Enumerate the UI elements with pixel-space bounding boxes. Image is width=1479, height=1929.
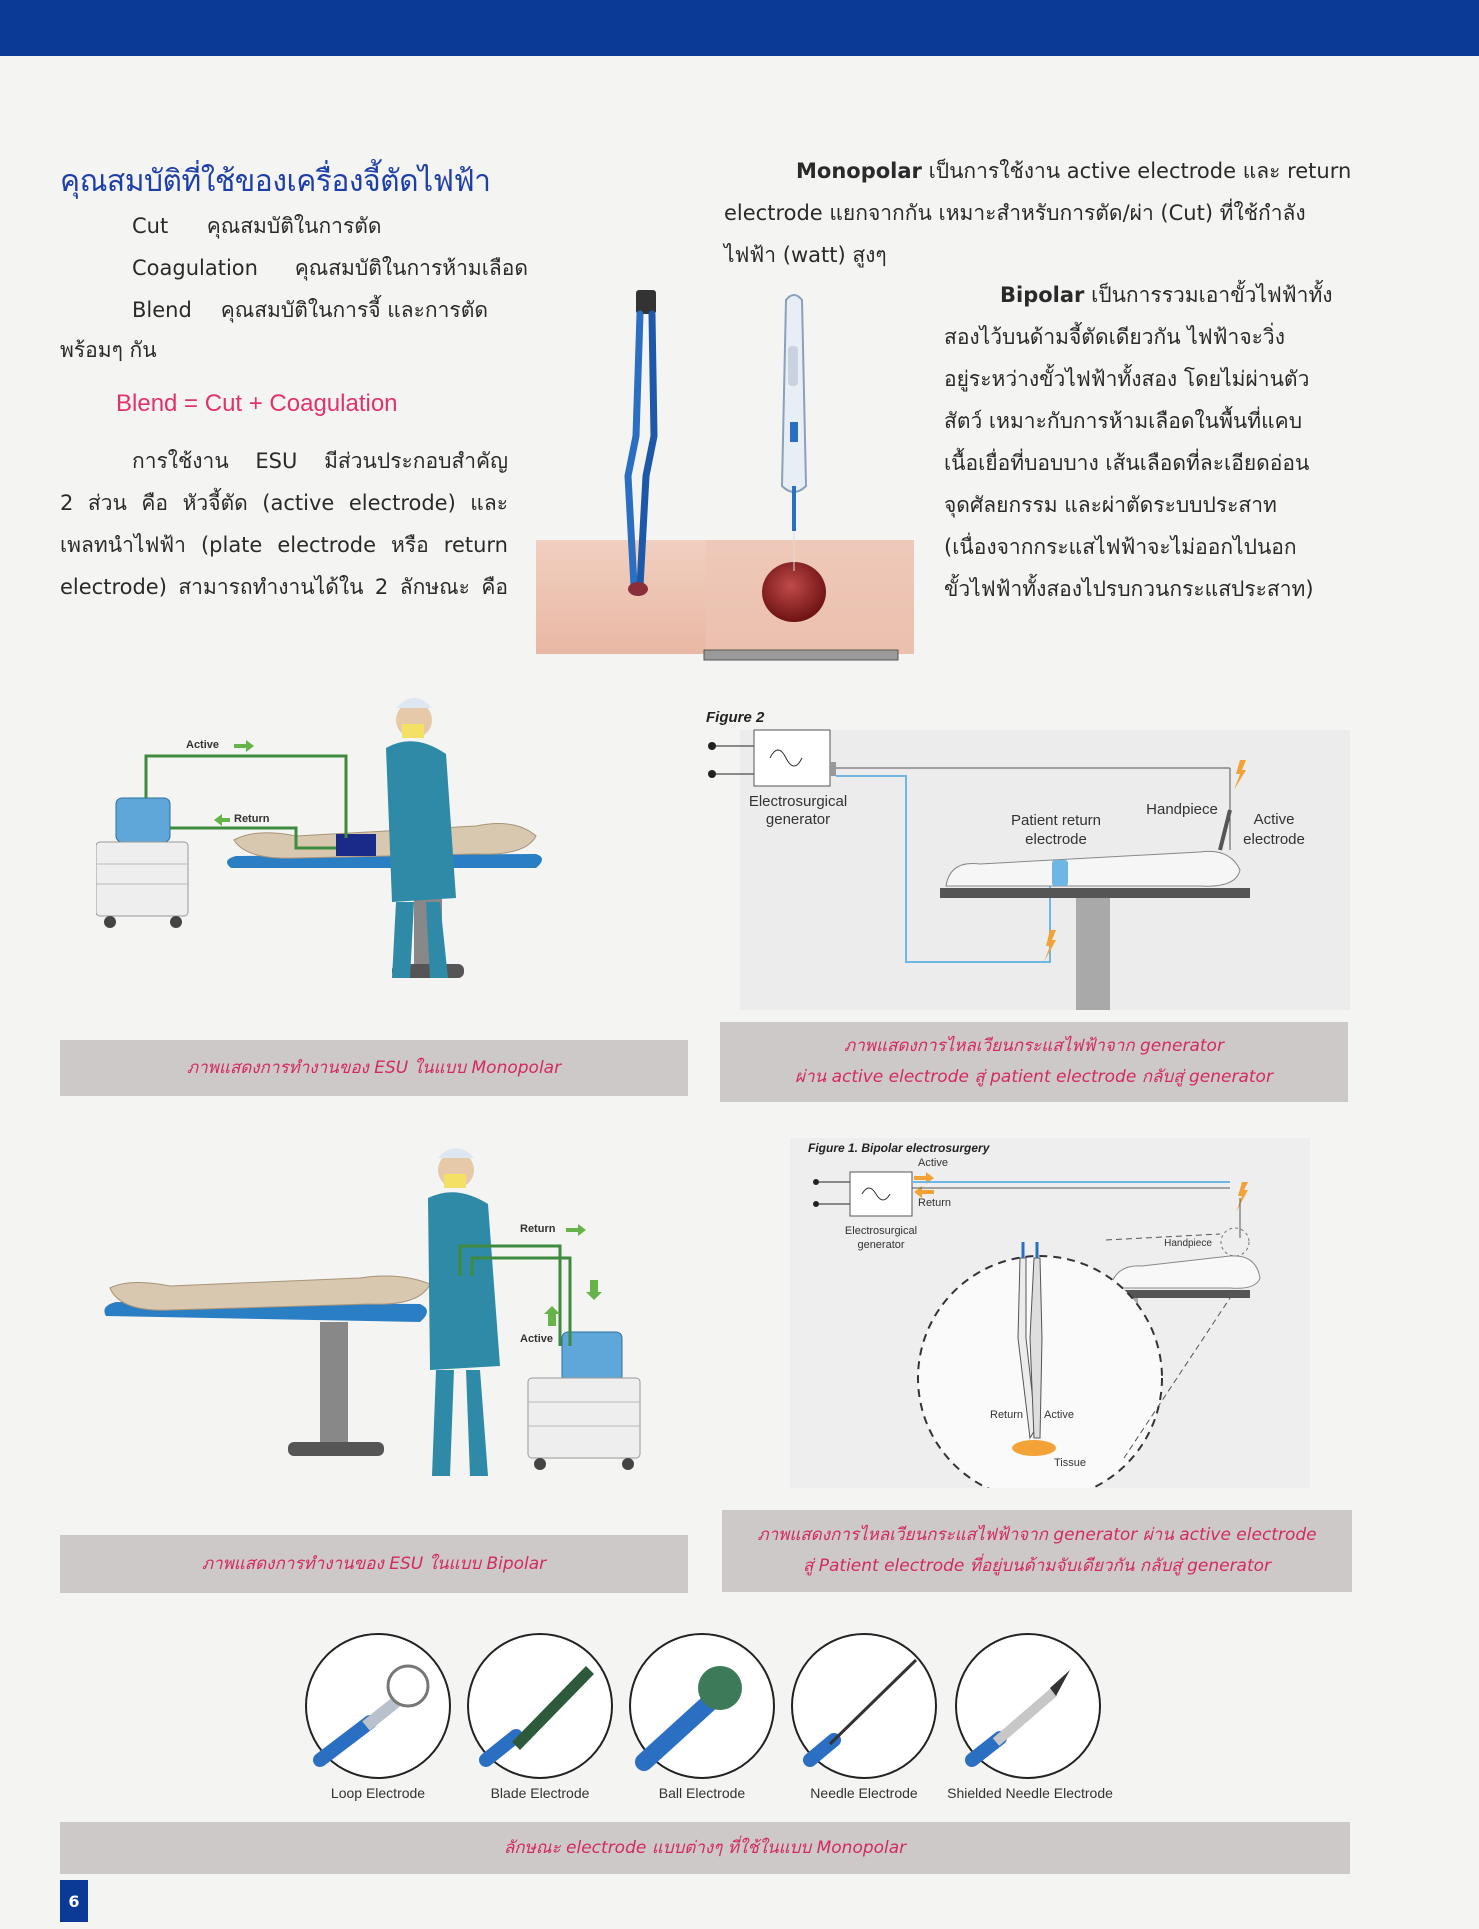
caption-line: ภาพแสดงการไหลเวียนกระแสไฟฟ้าจาก generator ผ่าน active electrode xyxy=(757,1525,1317,1545)
figure1-diagram xyxy=(790,1138,1310,1488)
fig1-tissue-label: Tissue xyxy=(1054,1457,1086,1469)
bipolar-line: สัตว์ เหมาะกับการห้ามเลือดในพื้นที่แคบ xyxy=(944,409,1303,433)
blade-electrode-label: Blade Electrode xyxy=(490,1785,590,1801)
handpiece-label: Handpiece xyxy=(1146,801,1218,818)
caption-line: สู่ Patient electrode ที่อยู่บนด้ามจับเดียวกัน กลับสู่ generator xyxy=(802,1556,1272,1576)
bipolar-line: อยู่ระหว่างขั้วไฟฟ้าทั้งสอง โดยไม่ผ่านตัว xyxy=(944,367,1310,391)
monopolar-paragraph xyxy=(724,150,1350,276)
monopolar-line: electrode แยกจากกัน เหมาะสำหรับการตัด/ผ่า (Cut) ที่ใช้กำลัง xyxy=(724,201,1306,225)
loop-electrode-label: Loop Electrode xyxy=(330,1785,426,1801)
property-blend-continued: พร้อมๆ กัน xyxy=(60,338,157,362)
bipolar-line: ขั้วไฟฟ้าทั้งสองไปรบกวนกระแสประสาท) xyxy=(944,577,1314,601)
caption-bipolar: ภาพแสดงการทำงานของ ESU ในแบบ Bipolar xyxy=(60,1535,688,1593)
property-term: Cut xyxy=(132,214,169,238)
fig1-return-label: Return xyxy=(918,1197,952,1209)
needle-electrode-label: Needle Electrode xyxy=(810,1785,918,1801)
loop-electrode-icon xyxy=(306,1634,450,1778)
patient-return-label: electrode xyxy=(1025,831,1087,848)
generator-box xyxy=(754,730,830,786)
caption-figure2 xyxy=(720,1022,1348,1102)
section-heading: คุณสมบัติที่ใช้ของเครื่องจี้ตัดไฟฟ้า xyxy=(60,164,491,199)
blend-formula: Blend = Cut + Coagulation xyxy=(116,390,398,417)
monopolar-term: Monopolar xyxy=(796,159,922,183)
bipolar-line: (เนื่องจากกระแสไฟฟ้าจะไม่ออกไปนอก xyxy=(944,535,1297,559)
intro-line: 2 ส่วน คือ หัวจี้ตัด (active electrode) และ xyxy=(60,491,508,515)
top-banner xyxy=(0,0,1479,56)
patient-return-label: Patient return xyxy=(1010,812,1102,829)
intro-line: การใช้งาน ESU มีส่วนประกอบสำคัญ xyxy=(132,449,508,473)
page-number: 6 xyxy=(60,1880,88,1922)
figure2-diagram xyxy=(700,700,1360,1020)
generator-cart-icon xyxy=(96,798,188,928)
active-label: Active xyxy=(186,739,220,751)
fig1-return-tip-label: Return xyxy=(990,1409,1024,1421)
caption-line: ผ่าน active electrode สู่ patient electrode กลับสู่ generator xyxy=(795,1067,1273,1087)
return-label: Return xyxy=(520,1223,556,1235)
bipolar-line: สองไว้บนด้ามจี้ตัดเดียวกัน ไฟฟ้าจะวิ่ง xyxy=(944,325,1285,349)
electrode-types xyxy=(300,1630,1112,1780)
intro-paragraph xyxy=(60,440,508,608)
property-desc: คุณสมบัติในการห้ามเลือด xyxy=(294,256,529,280)
caption-line: ภาพแสดงการไหลเวียนกระแสไฟฟ้าจาก generator xyxy=(844,1036,1224,1056)
property-desc: คุณสมบัติในการตัด xyxy=(206,214,382,238)
property-term: Coagulation xyxy=(132,256,258,280)
fig1-active-tip-label: Active xyxy=(1044,1409,1074,1421)
bipolar-line: เป็นการรวมเอาขั้วไฟฟ้าทั้ง xyxy=(1084,283,1333,307)
fig1-handpiece-label: Handpiece xyxy=(1164,1238,1212,1249)
figure2-title: Figure 2 xyxy=(706,709,765,726)
bipolar-paragraph xyxy=(944,274,1350,610)
property-desc: คุณสมบัติในการจี้ และการตัด xyxy=(220,298,488,322)
monopolar-line: เป็นการใช้งาน active electrode และ return xyxy=(921,159,1352,183)
caption-figure1 xyxy=(722,1510,1352,1592)
surgeon-icon xyxy=(428,1148,500,1476)
generator-box xyxy=(850,1172,912,1216)
fig1-active-label: Active xyxy=(918,1157,948,1169)
intro-line: เพลทนำไฟฟ้า (plate electrode หรือ return xyxy=(60,533,508,557)
bipolar-setup-illustration xyxy=(100,1146,680,1506)
caption-electrodes: ลักษณะ electrode แบบต่างๆ ที่ใช้ในแบบ Monopolar xyxy=(60,1822,1350,1874)
fig1-generator-label: generator xyxy=(857,1239,905,1251)
active-electrode-label: electrode xyxy=(1243,831,1305,848)
active-electrode-label: Active xyxy=(1253,811,1295,828)
monopolar-line: ไฟฟ้า (watt) สูงๆ xyxy=(724,243,887,267)
active-label: Active xyxy=(520,1333,554,1345)
monopolar-pencil-icon xyxy=(762,295,826,622)
bipolar-line: เนื้อเยื่อที่บอบบาง เส้นเลือดที่ละเอียดอ่อน xyxy=(944,451,1310,475)
bipolar-line: จุดศัลยกรรม และผ่าตัดระบบประสาท xyxy=(944,493,1277,517)
ball-electrode-label: Ball Electrode xyxy=(658,1785,746,1801)
ball-electrode-icon xyxy=(630,1634,774,1778)
property-coagulation xyxy=(132,252,528,285)
return-plate xyxy=(704,650,898,660)
caption-monopolar: ภาพแสดงการทำงานของ ESU ในแบบ Monopolar xyxy=(60,1040,688,1096)
figure1-title: Figure 1. Bipolar electrosurgery xyxy=(808,1141,990,1155)
property-blend xyxy=(132,294,488,327)
return-label: Return xyxy=(234,813,270,825)
needle-electrode-icon xyxy=(792,1634,936,1778)
intro-line: electrode) สามารถทำงานได้ใน 2 ลักษณะ คือ xyxy=(60,575,508,599)
instruments-illustration xyxy=(536,286,916,666)
property-term: Blend xyxy=(132,298,192,322)
generator-cart-icon xyxy=(528,1332,640,1470)
property-cut xyxy=(132,210,382,243)
generator-label: generator xyxy=(765,811,831,828)
generator-label: Electrosurgical xyxy=(748,793,848,810)
fig1-generator-label: Electrosurgical xyxy=(844,1225,918,1237)
shielded-needle-electrode-label: Shielded Needle Electrode xyxy=(947,1785,1113,1801)
bipolar-term: Bipolar xyxy=(1000,283,1085,307)
blade-electrode-icon xyxy=(468,1634,612,1778)
monopolar-setup-illustration xyxy=(96,688,556,1028)
shielded-needle-electrode-icon xyxy=(956,1634,1100,1778)
